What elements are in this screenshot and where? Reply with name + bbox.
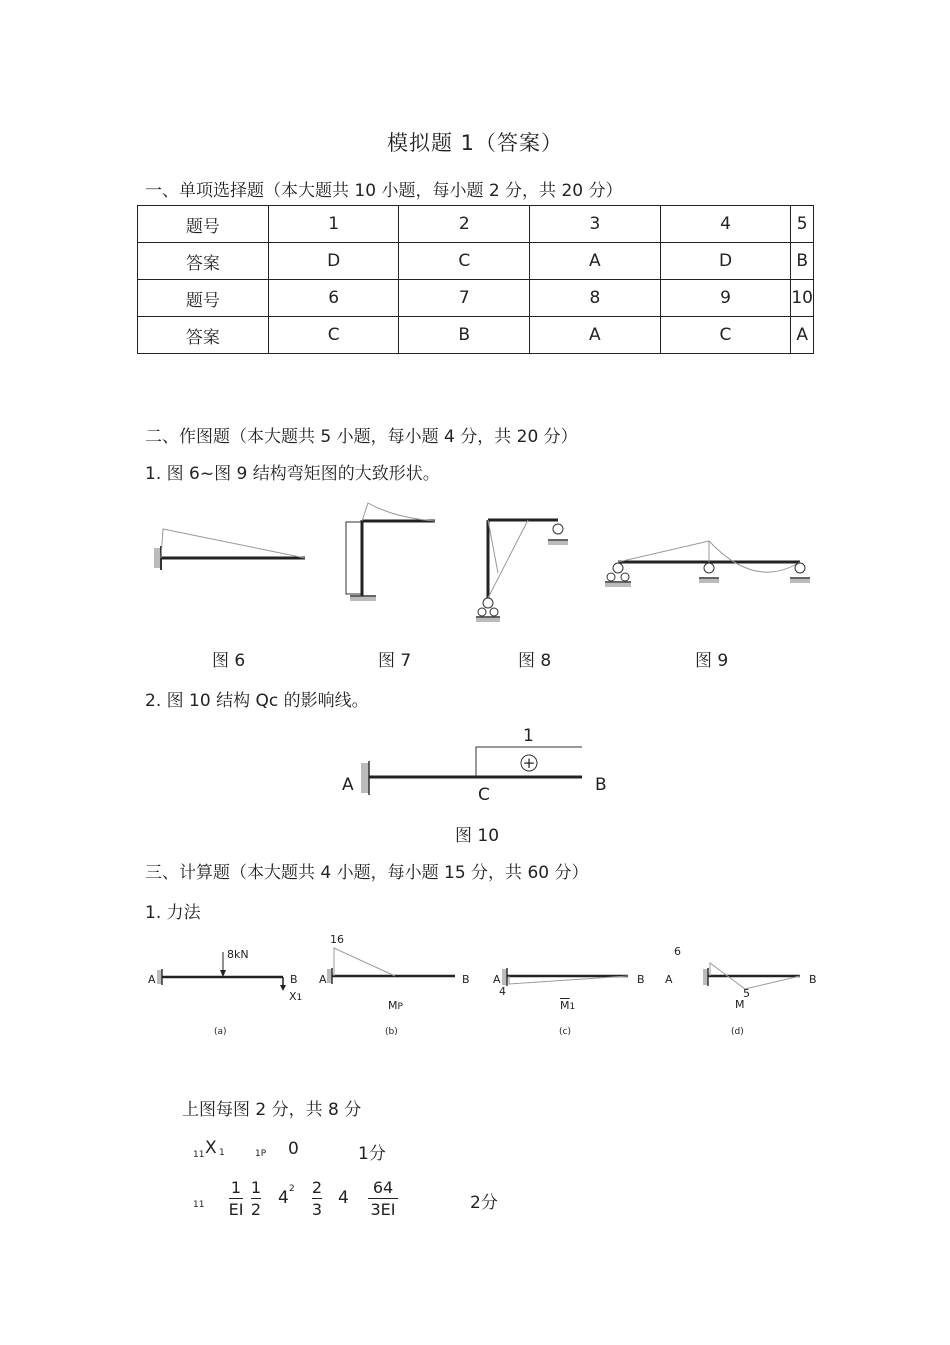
table-cell: 7 — [399, 280, 530, 317]
x1-arrow-head — [280, 985, 286, 991]
table-cell: A — [791, 317, 814, 354]
fraction-denominator: 3EI — [370, 1200, 396, 1219]
delta1p-subscript: 1P — [255, 1149, 267, 1159]
table-cell: 6 — [268, 280, 399, 317]
delta11-subscript: 11 — [193, 1200, 205, 1210]
table-cell: 5 — [791, 206, 814, 243]
m1-label — [560, 999, 575, 1012]
fraction-numerator: 2 — [311, 1178, 323, 1197]
figure-7 — [340, 500, 440, 605]
table-cell: 2 — [399, 206, 530, 243]
section3-heading: 三、计算题（本大题共 4 小题，每小题 15 分，共 60 分） — [145, 863, 589, 883]
table-cell: A — [530, 243, 661, 280]
fig-a-left-label: A — [148, 973, 156, 986]
fixed-support — [154, 548, 161, 568]
ground-hatch — [350, 597, 376, 601]
figure-9 — [600, 535, 815, 590]
x1-label — [289, 990, 302, 1003]
fig-a-right-label: B — [290, 973, 298, 986]
score-note: 上图每图 2 分，共 8 分 — [182, 1100, 362, 1120]
roller — [607, 573, 615, 581]
exponent-value: 2 — [289, 1184, 295, 1194]
table-cell: 4 — [660, 206, 791, 243]
table-row — [138, 206, 814, 243]
figure-b — [325, 945, 465, 995]
section3-question1: 1. 力法 — [145, 903, 201, 923]
table-cell: C — [399, 243, 530, 280]
point-a-label: A — [342, 775, 354, 795]
row-label: 题号 — [138, 206, 269, 243]
section2-heading: 二、作图题（本大题共 5 小题，每小题 4 分，共 20 分） — [145, 427, 578, 447]
point-c-label: C — [478, 785, 490, 805]
ground-hatch — [476, 618, 500, 622]
equation-1 — [193, 1138, 613, 1168]
moment-curve — [709, 541, 800, 572]
figure-c — [500, 960, 635, 1000]
moment-line — [618, 541, 709, 562]
row-label: 题号 — [138, 280, 269, 317]
fig-c-right-label: B — [637, 973, 645, 986]
fraction-2-over-3 — [310, 1178, 324, 1221]
hinge-support — [613, 563, 623, 573]
x1-subscript: 1 — [296, 993, 303, 1003]
fig-a-caption: (a) — [214, 1027, 227, 1037]
row-label: 答案 — [138, 317, 269, 354]
base-value: 4 — [278, 1188, 289, 1208]
fig-c-value: 4 — [499, 985, 506, 998]
mp-symbol: M — [388, 999, 398, 1012]
x1-symbol: X — [289, 990, 297, 1003]
row-label: 答案 — [138, 243, 269, 280]
fraction-1-over-2 — [249, 1178, 263, 1221]
fraction-numerator: 1 — [250, 1178, 262, 1197]
m1-subscript: 1 — [569, 1002, 576, 1012]
fig-c-left-label: A — [493, 973, 501, 986]
influence-value: 1 — [523, 726, 534, 746]
hinge-support — [553, 524, 563, 534]
fig-d-value-mid: 5 — [743, 987, 750, 1000]
table-cell: 9 — [660, 280, 791, 317]
eq1-score: 1分 — [358, 1144, 386, 1164]
fig-c-caption: (c) — [559, 1027, 571, 1037]
table-cell: B — [791, 243, 814, 280]
table-row — [138, 243, 814, 280]
ground-hatch — [790, 579, 810, 583]
x1-symbol: X — [205, 1138, 217, 1158]
ground-hatch — [699, 579, 719, 583]
fixed-support — [361, 763, 369, 793]
x1-subscript: 1 — [219, 1148, 225, 1158]
section2-question1: 1. 图 6~图 9 结构弯矩图的大致形状。 — [145, 464, 440, 484]
hinge-support — [795, 563, 805, 573]
fraction-64-over-3ei — [366, 1178, 400, 1221]
roller — [490, 608, 498, 616]
multiplier-value: 4 — [338, 1188, 349, 1208]
fig-b-right-label: B — [462, 973, 470, 986]
table-cell: C — [660, 317, 791, 354]
table-cell: 8 — [530, 280, 661, 317]
moment-line — [334, 948, 395, 976]
fig-d-m-label: M — [735, 998, 745, 1011]
table-cell: D — [660, 243, 791, 280]
fig-d-value-left: 6 — [674, 945, 681, 958]
mp-label — [388, 999, 403, 1012]
load-label: 8kN — [227, 948, 249, 961]
fraction-1-over-ei — [225, 1178, 247, 1221]
table-cell: 1 — [268, 206, 399, 243]
moment-curve — [362, 503, 435, 521]
fraction-denominator: EI — [228, 1200, 244, 1219]
m1-symbol: $\overline{M}$ — [560, 999, 570, 1012]
table-row — [138, 280, 814, 317]
moment-diagram-column — [346, 522, 362, 594]
figure-10 — [355, 745, 595, 805]
fig-b-value: 16 — [330, 933, 344, 946]
figure-7-caption: 图 7 — [378, 651, 412, 671]
figure-9-caption: 图 9 — [695, 651, 729, 671]
hinge-support — [704, 563, 714, 573]
table-cell: 10 — [791, 280, 814, 317]
moment-curve — [161, 529, 305, 558]
moment-line — [488, 520, 528, 598]
mp-subscript: P — [397, 1002, 403, 1012]
equation-2 — [193, 1178, 613, 1228]
fraction-numerator: 64 — [372, 1178, 394, 1197]
fraction-denominator: 3 — [311, 1200, 323, 1219]
figure-8-caption: 图 8 — [518, 651, 552, 671]
fraction-numerator: 1 — [230, 1178, 242, 1197]
section2-question2: 2. 图 10 结构 Qc 的影响线。 — [145, 691, 369, 711]
delta11-subscript: 11 — [193, 1150, 205, 1160]
hinge-support — [483, 598, 493, 608]
section1-heading: 一、单项选择题（本大题共 10 小题，每小题 2 分，共 20 分） — [145, 181, 623, 201]
fig-b-left-label: A — [319, 973, 327, 986]
roller — [478, 608, 486, 616]
ground-hatch — [605, 583, 631, 587]
fig-d-caption: (d) — [731, 1027, 744, 1037]
table-row — [138, 317, 814, 354]
figure-6-caption: 图 6 — [212, 651, 246, 671]
table-cell: D — [268, 243, 399, 280]
plus-sign: + — [522, 754, 536, 772]
fraction-denominator: 2 — [250, 1200, 262, 1219]
eq2-score: 2分 — [470, 1193, 498, 1213]
figure-8 — [470, 513, 580, 628]
fig-d-right-label: B — [809, 973, 817, 986]
table-cell: 3 — [530, 206, 661, 243]
table-cell: A — [530, 317, 661, 354]
fig-b-caption: (b) — [385, 1027, 398, 1037]
roller — [621, 573, 629, 581]
ground-hatch — [548, 541, 568, 545]
page-title: 模拟题 1（答案） — [386, 131, 564, 155]
figure-10-caption: 图 10 — [455, 826, 500, 846]
answer-table — [137, 205, 814, 354]
figure-6 — [150, 520, 310, 580]
table-cell: C — [268, 317, 399, 354]
table-cell: B — [399, 317, 530, 354]
fig-d-left-label: A — [665, 973, 673, 986]
point-b-label: B — [595, 775, 607, 795]
zero-value: 0 — [288, 1139, 299, 1159]
